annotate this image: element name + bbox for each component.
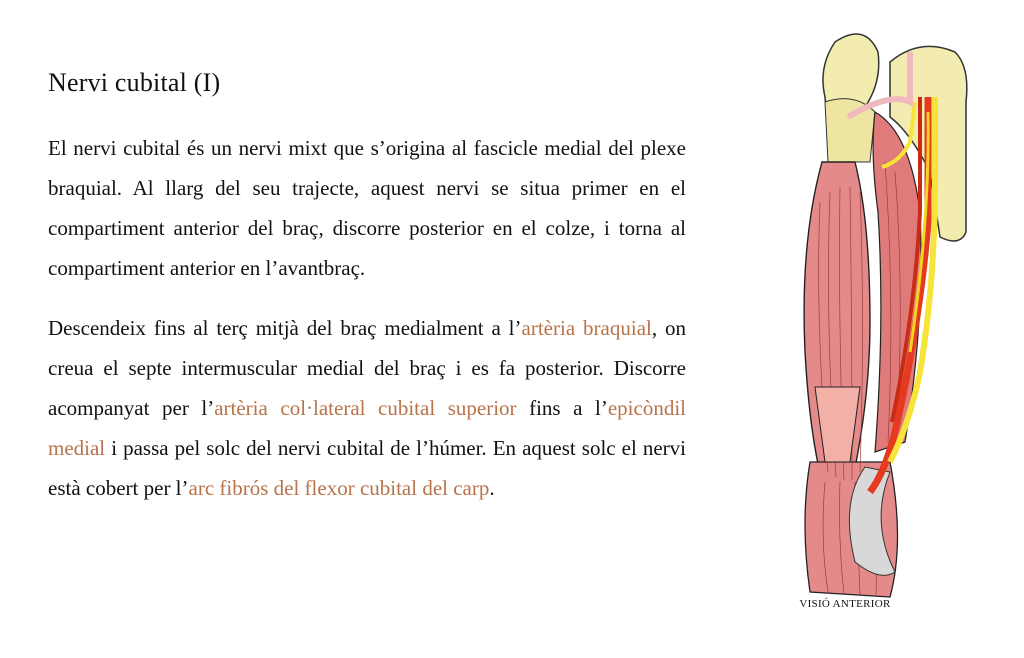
paragraph-intro: El nervi cubital és un nervi mixt que s’origina al fascicle medial del plexe braquial. Al llarg del seu trajecte, aquest nervi se situa primer en el compartiment anterior del braç, discorre posterior en el colze, i torna al compartiment anterior en l’avantbraç. — [48, 136, 686, 280]
main-content — [48, 68, 686, 528]
figure-caption: VISIÓ ANTERIOR — [799, 598, 891, 610]
arm-anterior-view-image — [770, 22, 990, 602]
text-segment: fins a l’ — [516, 396, 608, 420]
link-arc-fibros-flexor-cubital-carp[interactable]: arc fibrós del flexor cubital del carp — [188, 476, 490, 500]
text-segment: , on creua el septe intermuscular medial del braç i es fa posterior. Discorre acompanyat per l’ — [48, 316, 687, 420]
paragraph-course — [48, 308, 686, 508]
link-epicondil-medial[interactable]: epicòndil medial — [48, 396, 687, 460]
text-segment: Descendeix fins al terç mitjà del braç medialment a l’ — [48, 316, 522, 340]
text-segment: i passa pel solc del nervi cubital de l’húmer. En aquest solc el nervi està cobert per l’ — [48, 436, 686, 500]
text-segment: . — [489, 476, 495, 500]
page-title: Nervi cubital (I) — [48, 68, 221, 97]
link-arteria-braquial[interactable]: artèria braquial — [521, 316, 652, 340]
link-arteria-collateral-cubital-superior[interactable]: artèria col·lateral cubital superior — [214, 396, 517, 420]
anatomy-illustration — [770, 22, 990, 622]
